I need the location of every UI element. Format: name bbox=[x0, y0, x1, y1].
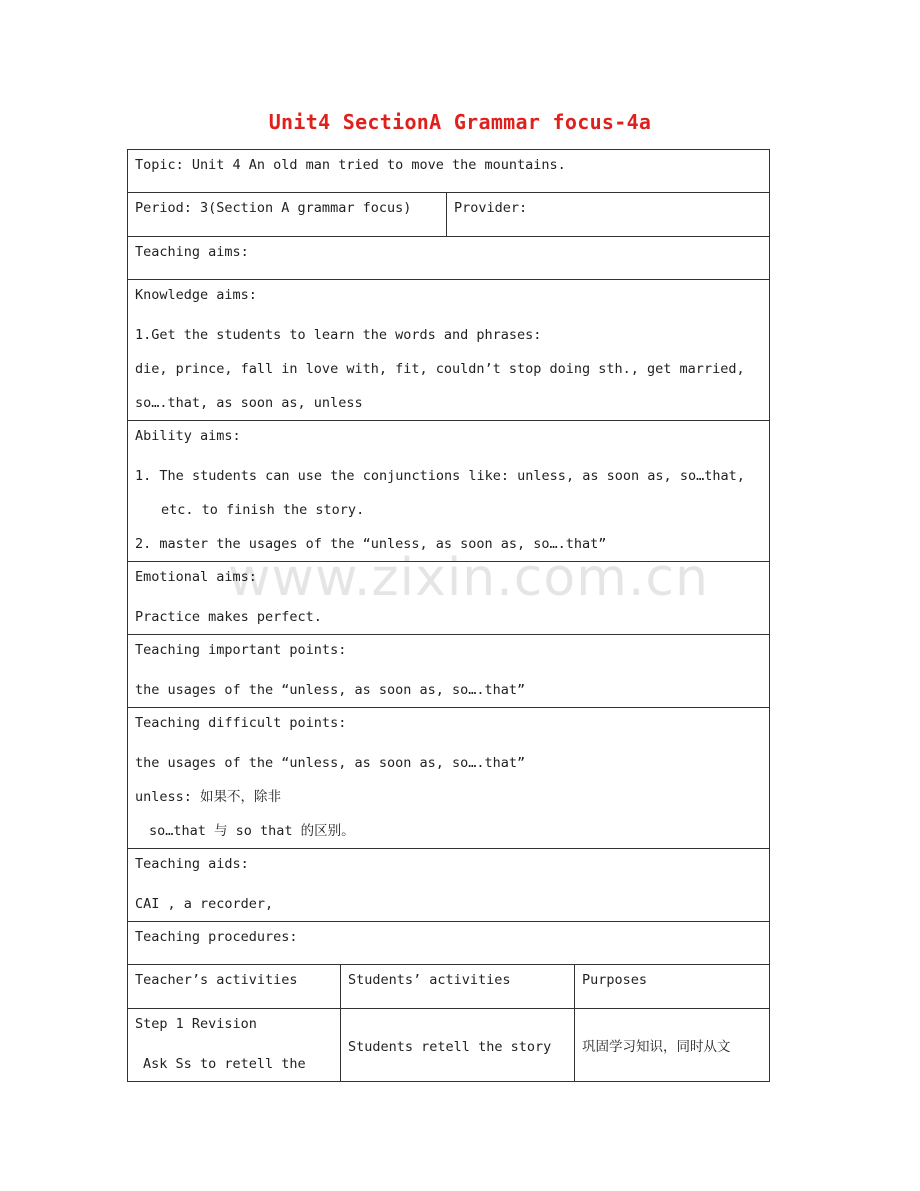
step1-students-word: the bbox=[478, 1039, 503, 1055]
knowledge-line-3: so….that, as soon as, unless bbox=[135, 395, 363, 411]
step1-teacher-cell bbox=[128, 1009, 341, 1082]
teacher-activities-label: Teacher’s activities bbox=[135, 972, 298, 988]
teaching-aims-heading: Teaching aims: bbox=[135, 244, 249, 260]
step1-purposes-cell bbox=[575, 1009, 770, 1082]
ability-word: can bbox=[265, 468, 290, 484]
step1-teacher-word: retell bbox=[224, 1056, 274, 1072]
ability-line-1 bbox=[135, 459, 762, 493]
step1-row bbox=[128, 1009, 770, 1082]
step1-students-word: retell bbox=[421, 1039, 470, 1055]
knowledge-aims-heading: Knowledge aims: bbox=[135, 287, 257, 303]
topic-text: Topic: Unit 4 An old man tried to move the mountains. bbox=[135, 157, 566, 173]
important-points-row bbox=[128, 635, 770, 708]
ability-word: use bbox=[297, 468, 323, 484]
step1-purposes-text: 巩固学习知识，同时从文 bbox=[582, 1039, 731, 1055]
step1-students-line bbox=[348, 1030, 567, 1064]
step1-teacher-word: Ss bbox=[175, 1056, 192, 1072]
ability-word: soon bbox=[606, 468, 640, 484]
difficult-points-heading: Teaching difficult points: bbox=[135, 715, 347, 731]
ability-word: the bbox=[330, 468, 355, 484]
teaching-aids-cell bbox=[128, 849, 770, 922]
ability-line-2: etc. to finish the story. bbox=[161, 502, 365, 518]
students-activities-label: Students’ activities bbox=[348, 972, 511, 988]
emotional-line-1: Practice makes perfect. bbox=[135, 609, 322, 625]
period-text: Period: 3(Section A grammar focus) bbox=[135, 200, 412, 216]
purposes-header bbox=[575, 965, 770, 1009]
important-line-1: the usages of the “unless, as soon as, so….that” bbox=[135, 682, 526, 698]
ability-aims-row bbox=[128, 421, 770, 562]
step1-teacher-word: the bbox=[281, 1056, 306, 1072]
teaching-aids-line-1: CAI , a recorder, bbox=[135, 896, 274, 912]
ability-word: as bbox=[582, 468, 599, 484]
difficult-line-3: so…that 与 so that 的区别。 bbox=[149, 823, 355, 839]
procedures-cell bbox=[128, 922, 770, 965]
step1-students-cell bbox=[341, 1009, 575, 1082]
knowledge-aims-cell bbox=[128, 280, 770, 421]
important-points-heading: Teaching important points: bbox=[135, 642, 347, 658]
difficult-line-2: unless: 如果不，除非 bbox=[135, 789, 282, 805]
difficult-points-cell bbox=[128, 708, 770, 849]
knowledge-line-1: 1.Get the students to learn the words and phrases: bbox=[135, 327, 542, 343]
ability-word: like: bbox=[468, 468, 510, 484]
emotional-aims-heading: Emotional aims: bbox=[135, 569, 257, 585]
important-points-cell bbox=[128, 635, 770, 708]
topic-row bbox=[128, 150, 770, 193]
ability-word: unless, bbox=[517, 468, 575, 484]
provider-text: Provider: bbox=[454, 200, 528, 216]
step1-students-word: story bbox=[510, 1039, 552, 1055]
topic-cell bbox=[128, 150, 770, 193]
ability-aims-heading: Ability aims: bbox=[135, 428, 241, 444]
ability-word: as, bbox=[647, 468, 672, 484]
ability-word: The bbox=[159, 468, 184, 484]
ability-aims-cell bbox=[128, 421, 770, 562]
step1-teacher-word: Ask bbox=[143, 1056, 168, 1072]
knowledge-aims-row bbox=[128, 280, 770, 421]
watermark: www.zixin.com.cn bbox=[228, 548, 709, 608]
procedures-heading: Teaching procedures: bbox=[135, 929, 298, 945]
procedures-row bbox=[128, 922, 770, 965]
document-title: Unit4 SectionA Grammar focus-4a bbox=[268, 110, 652, 134]
step1-teacher-word: to bbox=[199, 1056, 217, 1072]
teacher-activities-header bbox=[128, 965, 341, 1009]
teaching-aims-row bbox=[128, 237, 770, 280]
ability-line-3: 2. master the usages of the “unless, as soon as, so….that” bbox=[135, 536, 607, 552]
provider-cell bbox=[447, 193, 770, 237]
emotional-aims-cell bbox=[128, 562, 770, 635]
period-cell bbox=[128, 193, 447, 237]
ability-word: students bbox=[191, 468, 257, 484]
ability-word: so…that, bbox=[679, 468, 745, 484]
step1-teacher-line-2 bbox=[135, 1047, 333, 1081]
teaching-aims-cell bbox=[128, 237, 770, 280]
activities-header-row bbox=[128, 965, 770, 1009]
purposes-label: Purposes bbox=[582, 972, 648, 988]
difficult-line-1: the usages of the “unless, as soon as, so….that” bbox=[135, 755, 526, 771]
period-row bbox=[128, 193, 770, 237]
teaching-aids-heading: Teaching aids: bbox=[135, 856, 249, 872]
ability-word: 1. bbox=[135, 468, 152, 484]
emotional-aims-row bbox=[128, 562, 770, 635]
step1-teacher-line-1: Step 1 Revision bbox=[135, 1016, 257, 1032]
ability-word: conjunctions bbox=[362, 468, 461, 484]
difficult-points-row bbox=[128, 708, 770, 849]
lesson-plan-table bbox=[127, 149, 770, 1082]
knowledge-line-2: die, prince, fall in love with, fit, couldn’t stop doing sth., get married, bbox=[135, 361, 745, 377]
students-activities-header bbox=[341, 965, 575, 1009]
teaching-aids-row bbox=[128, 849, 770, 922]
step1-students-word: Students bbox=[348, 1039, 414, 1055]
